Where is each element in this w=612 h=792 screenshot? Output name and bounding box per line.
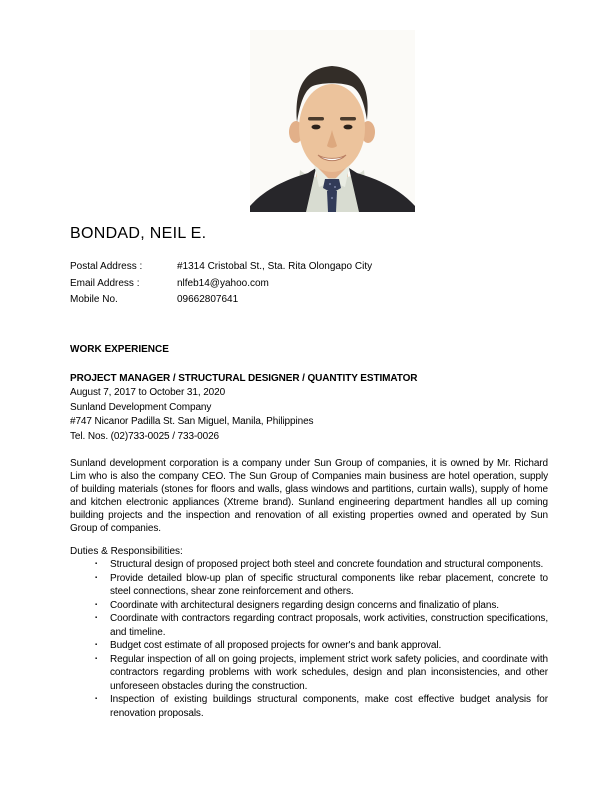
company-address: #747 Nicanor Padilla St. San Miguel, Manila, Philippines [70,416,314,427]
email-address-label: Email Address : [70,277,140,289]
mobile-number-value: 09662807641 [177,294,239,305]
company-name: Sunland Development Company [70,401,212,413]
email-address-value: nlfeb14@yahoo.com [177,277,269,289]
job-title: PROJECT MANAGER / STRUCTURAL DESIGNER / QUANTITY ESTIMATOR [70,372,418,384]
contact-row-postal [70,259,548,276]
duty-text: Regular inspection of all on going projects, implement strict work safety policies, and coordinate with contractors regarding problems with work schedules, design and plan inconsistencies, and other unforeseen obstacles during the construction. [110,653,548,692]
duties-heading: Duties & Responsibilities: [70,546,183,557]
bullet-icon: ▪ [95,655,98,662]
duty-text: Budget cost estimate of all proposed projects for owner's and bank approval. [110,640,442,651]
resume-content [70,0,548,720]
company-description: Sunland development corporation is a company under Sun Group of companies, it is owned by Mr. Richard Lim who is also the company CEO. The Sun Group of Companies main business are hotel operation, supply of building materials (stones for floors and walls, glass windows and partitions, curtain walls), supply of home and kitchen electronic appliances (Xtreme brand). Sunland engineering department handles all up coming building projects and the inspection and renovation of all existing properties owned and operated by Sun Group of companies. [70,458,548,534]
duty-text: Coordinate with contractors regarding contract proposals, work activities, construction specifications, and timeline. [110,613,548,638]
postal-address-value: #1314 Cristobal St., Sta. Rita Olongapo City [177,261,373,272]
list-item [70,639,548,653]
duty-text: Provide detailed blow-up plan of specific structural components like rebar placement, concrete to steel connections, shear zone reinforcement and others. [110,572,548,597]
bullet-icon: ▪ [95,696,98,702]
contact-row-email [70,276,548,293]
list-item [70,693,548,720]
candidate-name: BONDAD, NEIL E. [70,225,207,242]
duty-text: Coordinate with architectural designers regarding design concerns and finalizatio of plans. [110,599,499,611]
postal-address-label: Postal Address : [70,261,143,272]
list-item [70,558,548,572]
work-experience-heading: WORK EXPERIENCE [70,343,169,355]
list-item [70,599,548,613]
bullet-icon: ▪ [95,615,98,621]
company-telephone: Tel. Nos. (02)733-0025 / 733-0026 [70,430,220,442]
duty-text: Structural design of proposed project both steel and concrete foundation and structural components. [110,559,544,570]
duty-text: Inspection of existing buildings structural components, make cost effective budget analysis for renovation proposals. [110,694,548,719]
mobile-number-label: Mobile No. [70,294,118,305]
bullet-icon: ▪ [95,561,98,567]
bullet-icon: ▪ [95,601,98,608]
list-item [70,653,548,694]
list-item [70,572,548,599]
job-dates: August 7, 2017 to October 31, 2020 [70,387,226,398]
contact-block [70,259,548,309]
list-item [70,612,548,639]
bullet-icon: ▪ [95,642,98,648]
bullet-icon: ▪ [95,574,98,581]
contact-row-mobile [70,292,548,309]
duties-list [70,558,548,720]
